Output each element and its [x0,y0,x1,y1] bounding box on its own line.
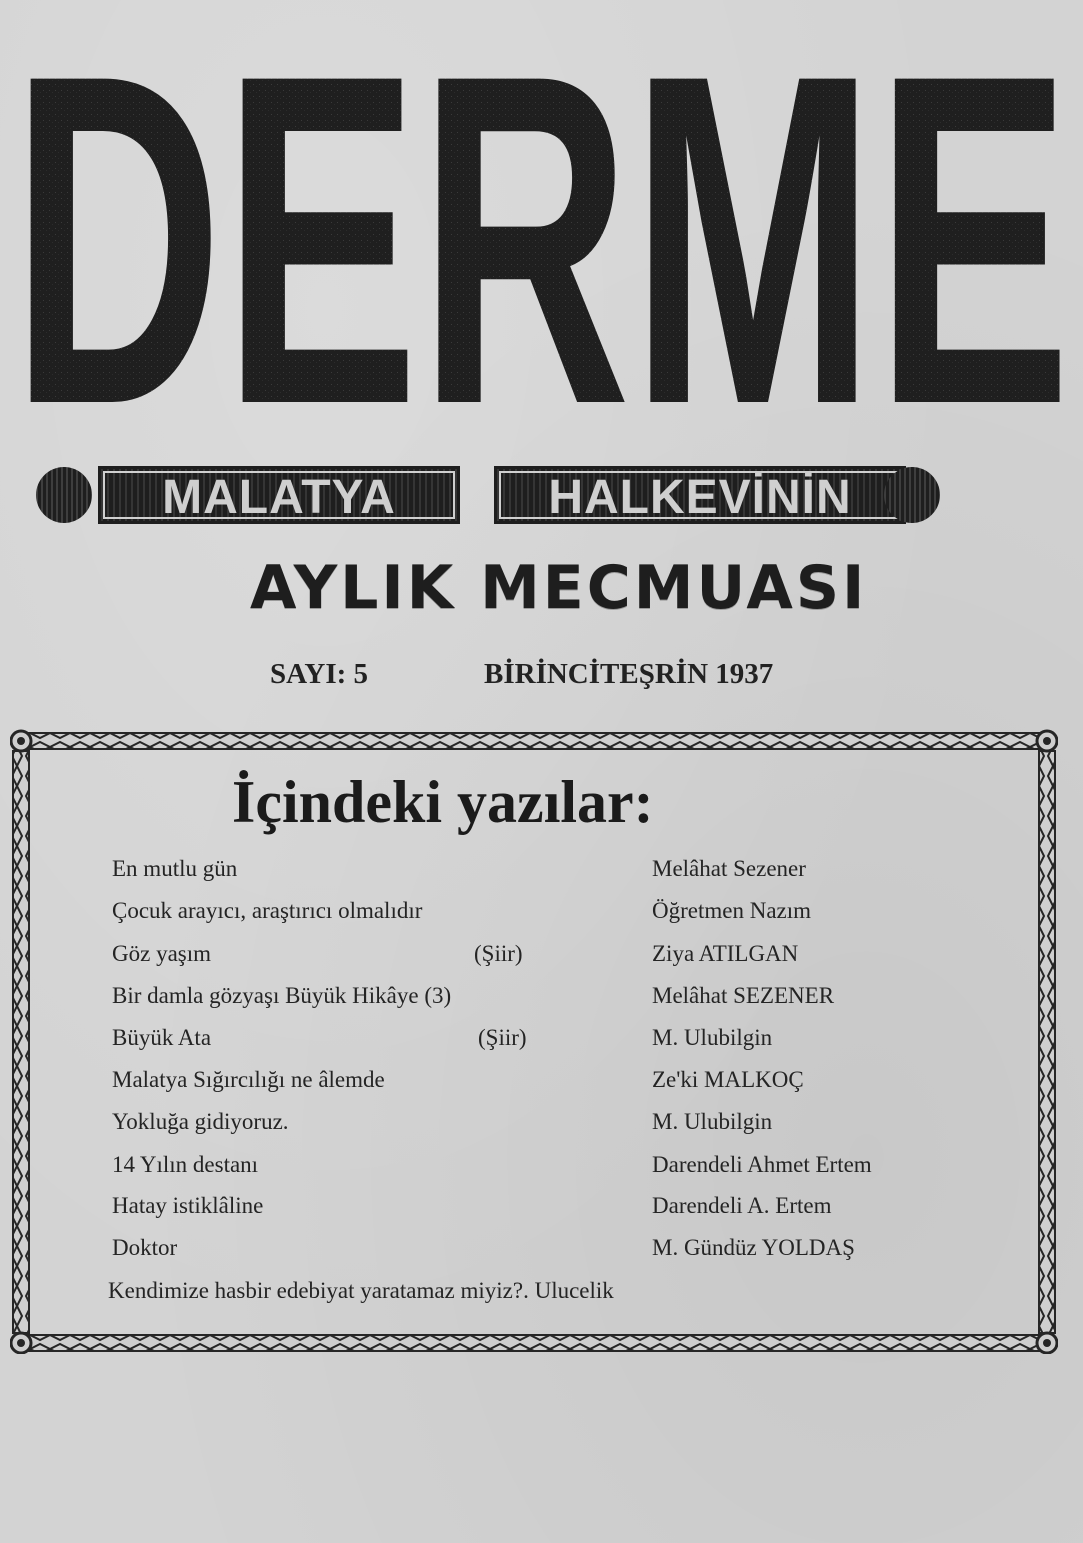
toc-entry-title: Doktor [112,1235,178,1260]
toc-entry-author: Ziya ATILGAN [652,941,799,966]
toc-entry-title: Göz yaşım [112,941,212,966]
masthead-title [0,40,1083,420]
toc-entry [112,1021,972,1055]
toc-entry-title: Malatya Sığırcılığı ne âlemde [112,1067,385,1092]
subtitle-word-malatya: MALATYA [98,466,460,524]
subtitle-word-halkevinin: HALKEVİNİN [494,466,906,524]
toc-entry-author: M. Ulubilgin [652,1109,773,1134]
toc-entry-title: Büyük Ata [112,1025,212,1050]
toc-entry-title: 14 Yılın destanı [112,1152,259,1177]
toc-entry-title: Kendimize hasbir edebiyat yaratamaz miyiz?. Ulucelik [108,1278,614,1303]
issue-number: SAYI: 5 [270,658,369,690]
toc-entry-author: Darendeli A. Ertem [652,1193,832,1218]
toc-entry-title: Çocuk arayıcı, araştırıcı olmalıdır [112,898,423,923]
masthead-title-text: DERME [11,40,1071,420]
ornament-dot-right [884,467,940,523]
toc-entry-author: Ze'ki MALKOÇ [652,1067,804,1092]
toc-entry [112,894,972,928]
toc-entry-title: Hatay istiklâline [112,1193,264,1218]
toc-entry-author: Melâhat Sezener [652,856,806,881]
toc-entry-author: Melâhat SEZENER [652,983,835,1008]
subtitle-band [36,462,940,528]
contents-heading: İçindeki yazılar: [232,769,654,835]
toc-entry [112,1063,972,1097]
toc-entry-title: Bir damla gözyaşı Büyük Hikâye (3) [112,983,452,1008]
toc-entry [112,1189,972,1223]
toc-entry-author: M. Gündüz YOLDAŞ [652,1235,855,1260]
ornament-dot-left [36,467,92,523]
toc-entry [108,1274,968,1308]
issue-date: BİRİNCİTEŞRİN 1937 [484,658,774,690]
toc-entry [112,852,972,886]
toc-entry-author: Darendeli Ahmet Ertem [652,1152,872,1177]
toc-entry [112,979,972,1013]
toc-entry-genre: (Şiir) [478,1025,527,1050]
toc-entry-genre: (Şiir) [474,941,523,966]
toc-entry [112,1105,972,1139]
toc-entry [112,937,972,971]
toc-entry [112,1148,972,1182]
toc-entry-title: Yokluğa gidiyoruz. [112,1109,289,1134]
monthly-magazine-label: AYLIK MECMUASI [250,553,868,623]
toc-entry-author: Öğretmen Nazım [652,898,812,923]
toc-entry-author: M. Ulubilgin [652,1025,773,1050]
toc-entry [112,1231,972,1265]
toc-entry-title: En mutlu gün [112,856,238,881]
